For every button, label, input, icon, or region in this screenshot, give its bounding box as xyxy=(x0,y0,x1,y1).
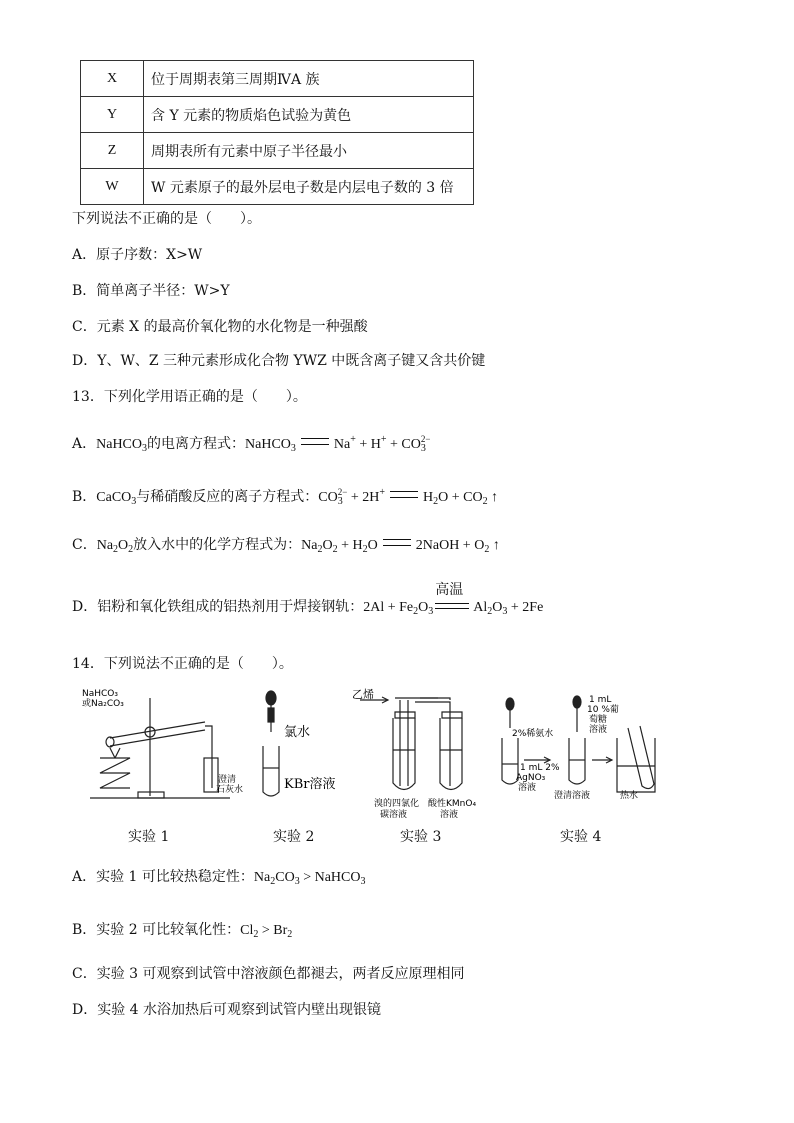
element-description: 位于周期表第三周期ⅣA 族 xyxy=(144,61,474,97)
q12-stem: 下列说法不正确的是（ ）。 xyxy=(72,211,261,227)
option-text: 的电离方程式： xyxy=(147,436,246,452)
table-row xyxy=(81,61,474,97)
table-row xyxy=(81,133,474,169)
q14-option-a: A．实验 1 可比较热稳定性：$Na_2CO_3$ > NaHCO$_3$ xyxy=(72,869,366,887)
reaction-condition: 高温 xyxy=(435,582,464,598)
q12-option-a: A．原子序数：X>W xyxy=(72,247,203,263)
element-symbol: W xyxy=(81,169,144,205)
exp3-ethylene-label: 乙烯 xyxy=(352,688,374,701)
option-text: B．实验 2 可比较氧化性： xyxy=(72,922,241,938)
q13-option-d: D．铝粉和氧化铁组成的铝热剂用于焊接钢轨：$2Al + Fe_2O_3$ 高温 $Al_2O_3 + 2Fe$ xyxy=(72,582,544,617)
figure-caption-1: 实验 1 xyxy=(128,829,170,845)
exp2-chlorine-water-label: 氯水 xyxy=(284,725,311,740)
option-letter: C． xyxy=(72,537,97,553)
element-symbol: Y xyxy=(81,97,144,133)
option-text: A．实验 1 可比较热稳定性： xyxy=(72,869,254,885)
element-symbol: Z xyxy=(81,133,144,169)
q13-option-c: C．$Na_2O_2$放入水中的化学方程式为：$Na_2O_2 + H_2O$ 2NaOH + $O_2$ ↑ xyxy=(72,537,500,555)
element-description: 周期表所有元素中原子半径最小 xyxy=(144,133,474,169)
q13-stem: 13．下列化学用语正确的是（ ）。 xyxy=(72,389,307,405)
exp2-kbr-label: KBr溶液 xyxy=(284,777,336,792)
exp1-limewater-label: 澄清石灰水 xyxy=(216,775,244,795)
exp4-agno3-label: 1 mL 2% AgNO₃ 溶液 xyxy=(516,763,560,793)
experiment-2-apparatus xyxy=(263,691,279,796)
option-text: 放入水中的化学方程式为： xyxy=(133,537,302,553)
element-description: 含 Y 元素的物质焰色试验为黄色 xyxy=(144,97,474,133)
q14-option-d: D．实验 4 水浴加热后可观察到试管内壁出现银镜 xyxy=(72,1002,382,1018)
element-table xyxy=(80,60,474,205)
q12-option-c: C．元素 X 的最高价氧化物的水化物是一种强酸 xyxy=(72,319,368,335)
experiment-3-apparatus xyxy=(360,697,462,790)
exp3-kmno4-label: 酸性KMnO₄ 溶液 xyxy=(428,799,477,818)
element-description: W 元素原子的最外层电子数是内层电子数的 3 倍 xyxy=(144,169,474,205)
figure-caption-4: 实验 4 xyxy=(560,829,602,845)
q12-option-b: B．简单离子半径：W>Y xyxy=(72,283,230,299)
q14-option-c: C．实验 3 可观察到试管中溶液颜色都褪去，两者反应原理相同 xyxy=(72,966,465,982)
experiment-figure xyxy=(70,688,670,818)
option-text: 与稀硝酸反应的离子方程式： xyxy=(136,489,319,505)
q13-option-b: B．CaCO$_3$与稀硝酸反应的离子方程式：$CO_3^{2-} + 2H^+$ $H_2O + CO_2$ ↑ xyxy=(72,487,499,507)
option-letter: B． xyxy=(72,489,97,505)
q14-option-b: B．实验 2 可比较氧化性：$Cl_2 > Br_2$ xyxy=(72,922,293,940)
option-text: D．铝粉和氧化铁组成的铝热剂用于焊接钢轨： xyxy=(72,599,364,615)
exp4-glucose-label: 1 mL 10 %葡萄糖溶液 xyxy=(587,695,619,735)
figure-caption-2: 实验 2 xyxy=(273,829,315,845)
q13-option-a: A．NaHCO$_3$的电离方程式：NaHCO$_3$ $Na^+ + H^+ + CO_3^{2-}$ xyxy=(72,434,431,454)
figure-caption-3: 实验 3 xyxy=(400,829,442,845)
exp4-ammonia-label: 2%稀氨水 xyxy=(512,729,554,739)
exp4-hot-water-label: 热水 xyxy=(620,791,639,801)
table-row xyxy=(81,169,474,205)
table-row xyxy=(81,97,474,133)
experiment-1-apparatus xyxy=(90,698,230,798)
exp4-clear-solution-label: 澄清溶液 xyxy=(554,791,591,801)
exp1-reagent-label: NaHCO₃ 或Na₂CO₃ xyxy=(82,689,124,709)
option-letter: A． xyxy=(72,436,97,452)
q12-option-d: D．Y、W、Z 三种元素形成化合物 YWZ 中既含离子键又含共价键 xyxy=(72,353,486,369)
q14-stem: 14．下列说法不正确的是（ ）。 xyxy=(72,656,293,672)
exp3-bromine-label: 溴的四氯化碳溶液 xyxy=(374,799,420,818)
element-symbol: X xyxy=(81,61,144,97)
